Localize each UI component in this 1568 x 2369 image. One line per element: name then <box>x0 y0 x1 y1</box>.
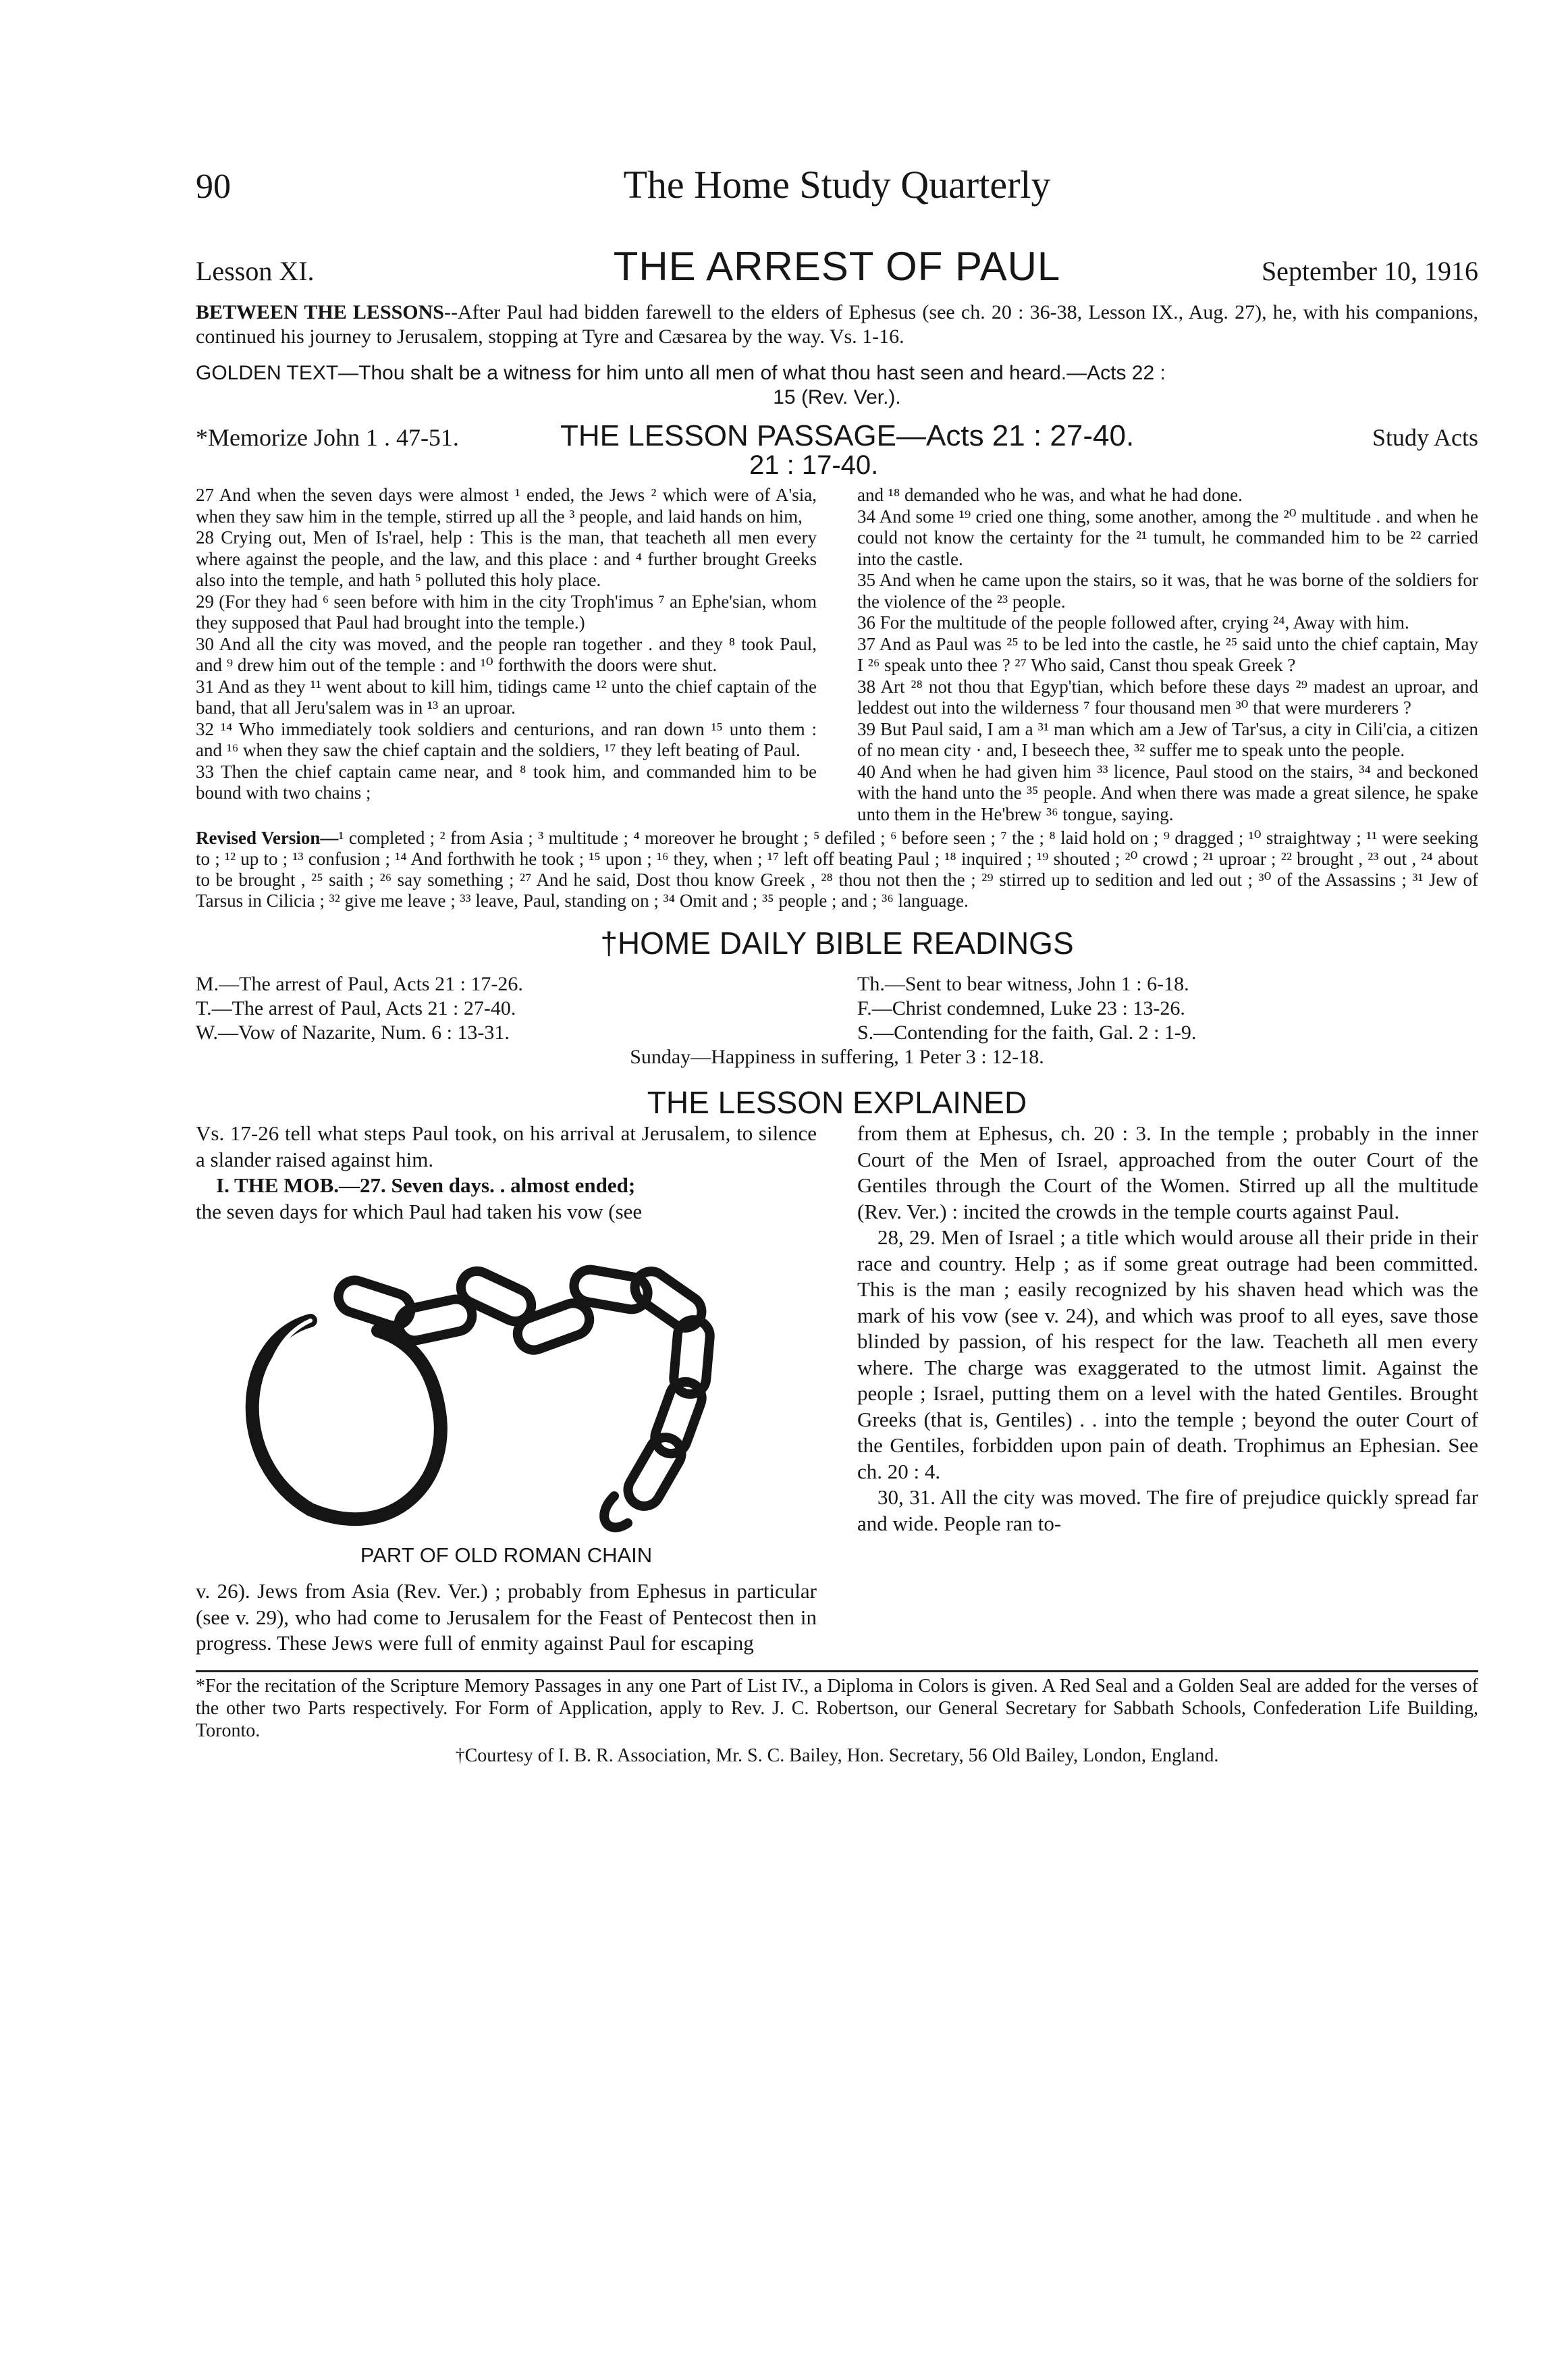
sunday-reading: Sunday—Happiness in suffering, 1 Peter 3 : 12-18. <box>630 1046 1044 1068</box>
explained-left-column <box>196 1121 817 1657</box>
explained-left-continued: v. 26). Jews from Asia (Rev. Ver.) ; probably from Ephesus in particular (see v. 29), who had come to Jerusalem for the Feast of Pentecost then in progress. These Jews were full of enmity against Paul for escaping <box>196 1579 817 1655</box>
memorize-note: *Memorize John 1 . 47-51. <box>196 424 459 451</box>
running-title: The Home Study Quarterly <box>623 163 1051 207</box>
between-text: --After Paul had bidden farewell to the elders of Ephesus (see ch. 20 : 36-38, Lesson IX., Aug. 27), he, with his companions, continued his journey to Jerusalem, stopping at Tyre and Cæsarea by the way. Vs. 1-16. <box>196 301 1478 348</box>
verse: 36 For the multitude of the people followed after, crying ²⁴, Away with him. <box>857 612 1409 633</box>
verse: and ¹⁸ demanded who he was, and what he had done. <box>857 485 1243 505</box>
lesson-passage <box>196 485 1478 825</box>
chain-icon <box>209 1240 803 1537</box>
reading-item: S.—Contending for the faith, Gal. 2 : 1-9. <box>857 1021 1197 1044</box>
page <box>196 162 1478 1767</box>
mob-heading: I. THE MOB.—27. Seven days. . almost ended; <box>216 1173 636 1197</box>
reading-item: W.—Vow of Nazarite, Num. 6 : 13-31. <box>196 1021 510 1044</box>
verse: 31 And as they ¹¹ went about to kill him, tidings came ¹² unto the chief captain of the band, that all Jeru'salem was in ¹³ an uproar. <box>196 676 817 718</box>
lesson-date: September 10, 1916 <box>1261 256 1478 286</box>
explained-paragraph: 28, 29. Men of Israel ; a title which would arouse all their pride in their race and country. Help ; as if some great outrage had been committed. This is the man ; easily recognized by his shaven head which was the mark of his vow (see v. 24), and which was proof to all eyes, save those blinded by passion, of his respect for the law. Teacheth all men every where. The charge was exaggerated to the utmost limit. Against the people ; Israel, putting them on a level with the hated Gentiles. Brought Greeks (that is, Gentiles) . . into the temple ; beyond the outer Court of the Gentiles, forbidden upon pain of death. Trophimus an Ephesian. See ch. 20 : 4. <box>857 1225 1478 1483</box>
explained-paragraph: from them at Ephesus, ch. 20 : 3. In the temple ; probably in the inner Court of the Men of Israel, approached from the outer Court of the Gentiles through the Court of the Women. Stirred up all the multitude (Rev. Ver.) : incited the crowds in the temple courts against Paul. <box>857 1121 1478 1223</box>
page-number: 90 <box>196 167 231 206</box>
explained-title: THE LESSON EXPLAINED <box>647 1085 1027 1120</box>
between-label: BETWEEN THE LESSONS <box>196 301 444 323</box>
readings-title: †HOME DAILY BIBLE READINGS <box>600 926 1074 961</box>
footnote-rule <box>196 1670 1478 1672</box>
revised-text: ¹ completed ; ² from Asia ; ³ multitude ; ⁴ moreover he brought ; ⁵ defiled ; ⁶ before seen ; ⁷ the ; ⁸ laid hold on ; ⁹ dragged ; ¹⁰ straightway ; ¹¹ were seeking to ; ¹² up to ; ¹³ confusion ; ¹⁴ And forthwith he took ; ¹⁵ upon ; ¹⁶ they, when ; ¹⁷ left off beating Paul ; ¹⁸ inquired ; ¹⁹ shouted ; ²⁰ crowd ; ²¹ uproar ; ²² brought , ²³ out , ²⁴ about to be brought , ²⁵ saith ; ²⁶ say something ; ²⁷ And he said, Dost thou know Greek , ²⁸ thou not then the ; ²⁹ stirred up to sedition and led out ; ³⁰ of the Assassins ; ³¹ Jew of Tarsus in Cilicia ; ³² give me leave ; ³³ leave, Paul, standing on ; ³⁴ Omit and ; ³⁵ people ; and ; ³⁶ language. <box>196 828 1478 911</box>
lesson-head <box>196 243 1478 290</box>
verse: 28 Crying out, Men of Is'rael, help : This is the man, that teacheth all men every where against the people, and the law, and this place : and ⁴ further brought Greeks also into the temple, and hath ⁵ polluted this holy place. <box>196 527 817 590</box>
passage-right-column <box>857 485 1478 825</box>
reading-item: F.—Christ condemned, Luke 23 : 13-26. <box>857 997 1185 1019</box>
verse: 40 And when he had given him ³³ licence, Paul stood on the stairs, ³⁴ and beckoned with the hand unto the ³⁵ people. And when there was made a great silence, he spake unto them in the He'brew ³⁶ tongue, saying. <box>857 761 1478 824</box>
verse: 33 Then the chief captain came near, and ⁸ took him, and commanded him to be bound with two chains ; <box>196 761 817 803</box>
study-ref: 21 : 17-40. <box>749 450 879 480</box>
study-note: Study Acts <box>1372 424 1478 451</box>
verse: 35 And when he came upon the stairs, so it was, that he was borne of the soldiers for the violence of the ²³ people. <box>857 570 1478 612</box>
lesson-explained <box>196 1121 1478 1657</box>
daily-readings <box>196 972 1478 1045</box>
passage-title: THE LESSON PASSAGE—Acts 21 : 27-40. <box>560 419 1135 452</box>
passage-head <box>196 419 1478 453</box>
verse: 29 (For they had ⁶ seen before with him in the city Troph'imus ⁷ an Ephe'sian, whom they supposed that Paul had brought into the temple.) <box>196 591 817 633</box>
mob-text: the seven days for which Paul had taken his vow (see <box>196 1199 643 1223</box>
between-the-lessons <box>196 300 1478 349</box>
verse: 38 Art ²⁸ not thou that Egyp'tian, which before these days ²⁹ madest an uproar, and leddest out into the wilderness ⁷ four thousand men ³⁰ that were murderers ? <box>857 676 1478 718</box>
roman-chain-illustration <box>209 1240 803 1537</box>
verse: 32 ¹⁴ Who immediately took soldiers and centurions, and ran down ¹⁵ unto them : and ¹⁶ when they saw the chief captain and the soldiers, ¹⁷ they left beating of Paul. <box>196 718 817 760</box>
golden-text-ref: 15 (Rev. Ver.). <box>773 386 901 408</box>
revised-version-notes <box>196 828 1478 911</box>
lesson-number: Lesson XI. <box>196 256 315 286</box>
revised-label: Revised Version— <box>196 828 339 848</box>
footnote-memorize: *For the recitation of the Scripture Memory Passages in any one Part of List IV., a Diploma in Colors is given. A Red Seal and a Golden Seal are added for the verses of the other two Parts respectively. For Form of Application, apply to Rev. J. C. Robertson, our General Secretary for Sabbath Schools, Confederation Life Building, Toronto. <box>196 1675 1478 1741</box>
reading-item: T.—The arrest of Paul, Acts 21 : 27-40. <box>196 997 516 1019</box>
footnote-courtesy: †Courtesy of I. B. R. Association, Mr. S. C. Bailey, Hon. Secretary, 56 Old Bailey, London, England. <box>455 1745 1219 1766</box>
reading-item: Th.—Sent to bear witness, John 1 : 6-18. <box>857 973 1189 995</box>
verse: 34 And some ¹⁹ cried one thing, some another, among the ²⁰ multitude . and when he could not know the certainty for the ²¹ tumult, he commanded him to be ²² carried into the castle. <box>857 506 1478 569</box>
verse: 27 And when the seven days were almost ¹ ended, the Jews ² which were of A'sia, when they saw him in the temple, stirred up all the ³ people, and laid hands on him, <box>196 485 817 527</box>
running-head <box>196 162 1478 223</box>
verse: 30 And all the city was moved, and the people ran together . and they ⁸ took Paul, and ⁹ drew him out of the temple : and ¹⁰ forthwith the doors were shut. <box>196 633 817 675</box>
explained-paragraph: 30, 31. All the city was moved. The fire of prejudice quickly spread far and wide. People ran to- <box>857 1485 1478 1535</box>
reading-item: M.—The arrest of Paul, Acts 21 : 17-26. <box>196 973 523 995</box>
explained-intro: Vs. 17-26 tell what steps Paul took, on his arrival at Jerusalem, to silence a slander raised against him. <box>196 1121 817 1171</box>
verse: 37 And as Paul was ²⁵ to be led into the castle, he ²⁵ said unto the chief captain, May I ²⁶ speak unto thee ? ²⁷ Who said, Canst thou speak Greek ? <box>857 633 1478 675</box>
figure-caption: PART OF OLD ROMAN CHAIN <box>360 1543 653 1567</box>
lesson-title: THE ARREST OF PAUL <box>613 244 1061 289</box>
golden-text-body: GOLDEN TEXT—Thou shalt be a witness for him unto all men of what thou hast seen and heard.—Acts 22 : <box>196 362 1166 384</box>
verse: 39 But Paul said, I am a ³¹ man which am a Jew of Tar'sus, a city in Cili'cia, a citizen of no mean city · and, I beseech thee, ³² suffer me to speak unto the people. <box>857 718 1478 760</box>
golden-text <box>196 361 1478 410</box>
explained-right-column <box>857 1121 1478 1657</box>
passage-left-column <box>196 485 817 825</box>
